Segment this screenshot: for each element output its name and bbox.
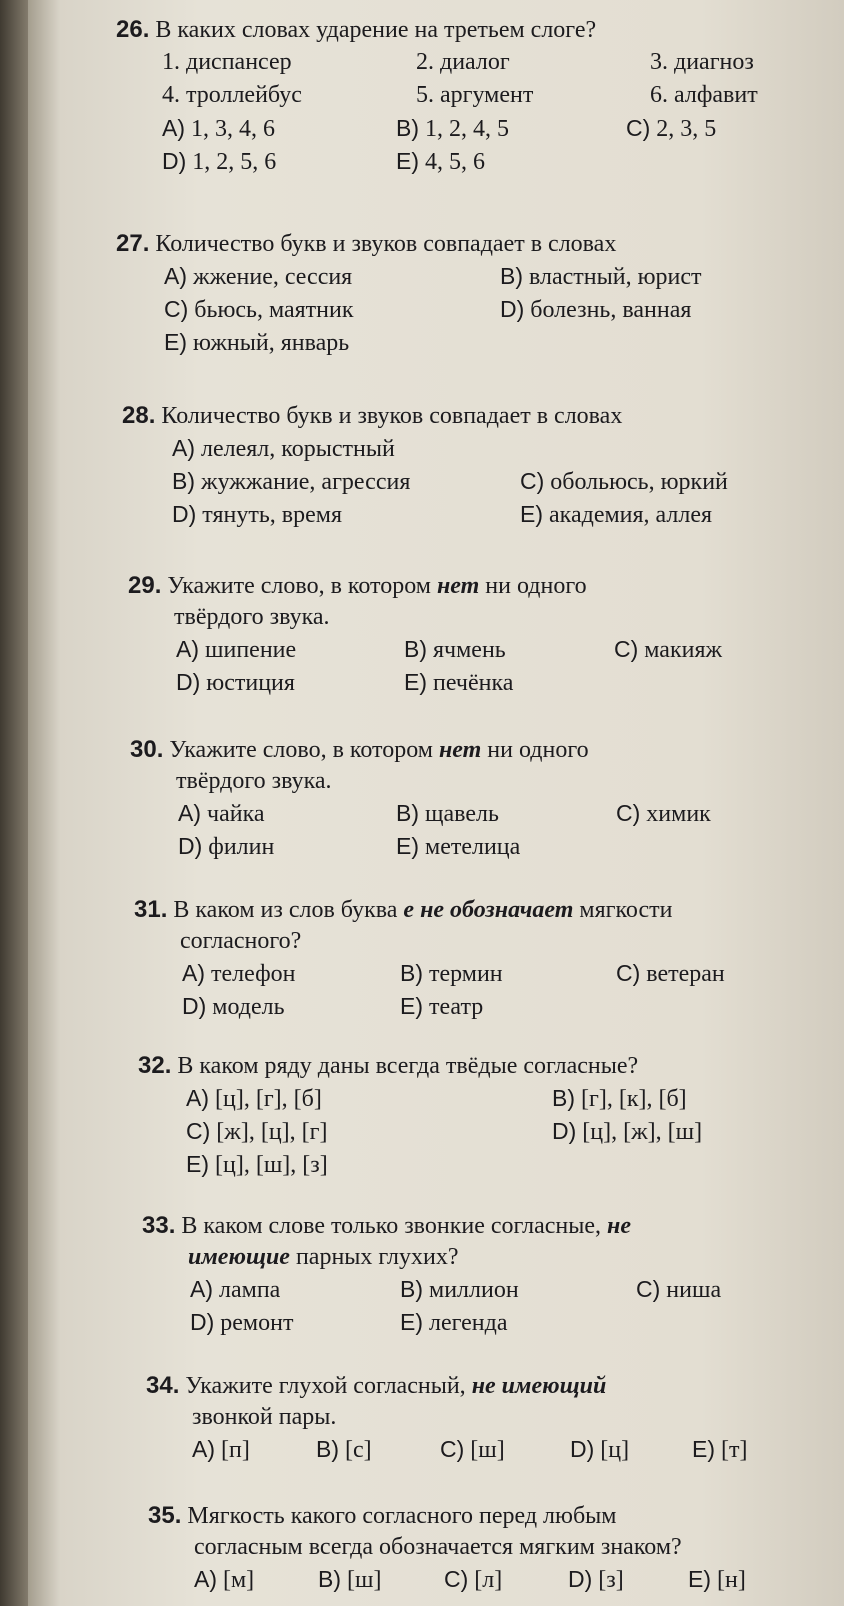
- option-c[interactable]: [444, 1563, 502, 1597]
- option-d[interactable]: [568, 1563, 624, 1597]
- page-binding-shadow: [0, 0, 28, 1606]
- option-text: термин: [429, 961, 503, 987]
- option-letter: C): [614, 636, 639, 662]
- option-letter: D): [162, 148, 187, 174]
- option-text: лампа: [219, 1277, 281, 1303]
- question-number: 28.: [122, 402, 156, 429]
- option-e[interactable]: [164, 326, 349, 360]
- option-text: ремонт: [220, 1310, 294, 1336]
- question-35-text: [148, 1500, 838, 1532]
- option-letter: A): [164, 263, 187, 289]
- question-27-text: [116, 228, 806, 260]
- question-prompt: В каком слове только звонкие согласные,: [181, 1213, 602, 1239]
- option-e[interactable]: [688, 1563, 746, 1597]
- emphasis-text: нет: [438, 737, 482, 763]
- option-letter: A): [178, 800, 201, 826]
- options-row: [128, 666, 808, 699]
- option-d[interactable]: [162, 145, 276, 179]
- option-text: академия, аллея: [549, 502, 713, 528]
- option-a[interactable]: [176, 633, 296, 667]
- question-27: [116, 228, 806, 359]
- option-d[interactable]: [570, 1433, 629, 1467]
- question-prompt: Мягкость какого согласного перед любым: [187, 1503, 617, 1529]
- option-letter: E): [186, 1151, 209, 1177]
- option-letter: B): [396, 115, 419, 141]
- emphasis-letter: е: [403, 897, 415, 923]
- options-row: [138, 1082, 818, 1115]
- options-row: [142, 1306, 822, 1339]
- option-e[interactable]: [400, 990, 483, 1024]
- option-e[interactable]: [396, 830, 520, 864]
- option-b[interactable]: [396, 797, 499, 831]
- option-a[interactable]: [192, 1433, 250, 1467]
- option-letter: C): [520, 468, 545, 494]
- option-c[interactable]: [636, 1273, 721, 1307]
- list-item: 5. аргумент: [416, 82, 534, 108]
- option-text: ячмень: [433, 637, 506, 663]
- emphasis-text: не: [607, 1213, 632, 1239]
- question-prompt-end: ни одного: [485, 573, 587, 599]
- option-text: 1, 3, 4, 6: [191, 116, 275, 142]
- option-b[interactable]: [404, 633, 506, 667]
- option-d[interactable]: [176, 666, 295, 700]
- option-text: филин: [208, 834, 275, 860]
- option-text: модель: [212, 994, 285, 1020]
- option-letter: D): [190, 1309, 215, 1335]
- option-letter: D): [182, 993, 207, 1019]
- question-number: 33.: [142, 1212, 176, 1239]
- question-prompt: Укажите слово, в котором: [169, 737, 433, 763]
- question-34-text: [146, 1370, 826, 1402]
- option-a[interactable]: [178, 797, 265, 831]
- option-b[interactable]: [400, 1273, 519, 1307]
- question-prompt-line2: согласным всегда обозначается мягким знаком?: [194, 1534, 682, 1560]
- emphasis-text: нет: [436, 573, 480, 599]
- options-row: [128, 633, 808, 666]
- option-e[interactable]: [396, 145, 485, 179]
- option-letter: C): [626, 115, 651, 141]
- options-row: [134, 990, 824, 1023]
- question-number: 29.: [128, 572, 162, 599]
- option-text: театр: [429, 994, 484, 1020]
- option-letter: C): [440, 1436, 465, 1462]
- option-letter: B): [552, 1085, 575, 1111]
- options-row: [116, 293, 806, 326]
- question-prompt: В каком ряду даны всегда твёдые согласные?: [177, 1053, 639, 1079]
- option-text: 1, 2, 5, 6: [192, 149, 277, 175]
- option-text: 4, 5, 6: [425, 149, 485, 175]
- question-number: 35.: [148, 1502, 182, 1529]
- option-letter: A): [162, 115, 185, 141]
- option-letter: C): [444, 1566, 469, 1592]
- option-text: [ш]: [347, 1567, 382, 1593]
- option-a[interactable]: [194, 1563, 254, 1597]
- option-letter: A): [172, 435, 195, 461]
- question-prompt: Количество букв и звуков совпадает в словах: [161, 403, 623, 429]
- option-letter: D): [172, 501, 197, 527]
- option-c[interactable]: [520, 465, 728, 499]
- option-text: 1, 2, 4, 5: [425, 116, 509, 142]
- option-b[interactable]: [396, 112, 509, 146]
- options-row: [116, 145, 806, 178]
- option-text: [с]: [345, 1437, 372, 1463]
- option-e[interactable]: [400, 1306, 508, 1340]
- option-c[interactable]: [440, 1433, 505, 1467]
- options-row: [116, 260, 806, 293]
- option-letter: C): [616, 800, 641, 826]
- items-row: [116, 79, 806, 112]
- option-letter: B): [404, 636, 427, 662]
- option-d[interactable]: [172, 498, 342, 532]
- question-prompt: Количество букв и звуков совпадает в словах: [155, 231, 617, 257]
- question-33-text: [142, 1210, 822, 1242]
- option-d[interactable]: [500, 293, 691, 327]
- option-letter: C): [186, 1118, 211, 1144]
- question-29-text: [128, 570, 808, 602]
- question-prompt: Укажите глухой согласный,: [185, 1373, 466, 1399]
- option-text: химик: [646, 801, 711, 827]
- list-item: 1. диспансер: [162, 49, 292, 75]
- option-c[interactable]: [614, 633, 722, 667]
- option-text: [ц], [г], [б]: [215, 1086, 322, 1112]
- items-row: [116, 46, 806, 79]
- option-text: [з]: [598, 1567, 624, 1593]
- emphasis-text: не имеющий: [471, 1373, 607, 1399]
- question-number: 30.: [130, 736, 164, 763]
- question-31-text: [134, 894, 824, 926]
- option-text: щавель: [425, 801, 499, 827]
- option-letter: B): [316, 1436, 339, 1462]
- option-text: тянуть, время: [202, 502, 342, 528]
- option-b[interactable]: [500, 260, 702, 294]
- question-30-text: [130, 734, 810, 766]
- question-30: [130, 734, 810, 863]
- option-e[interactable]: [186, 1148, 328, 1182]
- option-a[interactable]: [186, 1082, 322, 1116]
- option-text: легенда: [429, 1310, 508, 1336]
- question-28: [122, 400, 812, 531]
- options-row: [122, 432, 812, 465]
- option-c[interactable]: [164, 293, 354, 327]
- list-item: 4. троллейбус: [162, 82, 302, 108]
- option-letter: A): [182, 960, 205, 986]
- option-letter: B): [400, 1276, 423, 1302]
- option-c[interactable]: [616, 797, 711, 831]
- option-text: [т]: [721, 1437, 748, 1463]
- option-letter: D): [570, 1436, 595, 1462]
- option-letter: A): [192, 1436, 215, 1462]
- question-number: 27.: [116, 230, 150, 257]
- question-33: [142, 1210, 822, 1339]
- option-c[interactable]: [186, 1115, 328, 1149]
- question-32: [138, 1050, 818, 1181]
- option-letter: B): [396, 800, 419, 826]
- option-text: [ш]: [470, 1437, 505, 1463]
- option-text: бьюсь, маятник: [194, 297, 354, 323]
- option-letter: B): [318, 1566, 341, 1592]
- question-prompt-line2: [142, 1242, 822, 1273]
- option-letter: B): [172, 468, 195, 494]
- option-text: шипение: [205, 637, 297, 663]
- option-letter: A): [186, 1085, 209, 1111]
- option-c[interactable]: [626, 112, 716, 146]
- option-d[interactable]: [182, 990, 285, 1024]
- question-prompt-line2: твёрдого звука.: [176, 768, 332, 794]
- option-letter: E): [164, 329, 187, 355]
- options-row: [122, 498, 812, 531]
- option-letter: E): [688, 1566, 711, 1592]
- emphasis-text: имеющие: [188, 1244, 290, 1270]
- option-letter: E): [404, 669, 427, 695]
- question-32-text: [138, 1050, 818, 1082]
- option-text: обольюсь, юркий: [550, 469, 728, 495]
- option-letter: C): [616, 960, 641, 986]
- question-prompt: Укажите слово, в котором: [167, 573, 431, 599]
- option-text: [г], [к], [б]: [581, 1086, 687, 1112]
- option-text: [ц], [ж], [ш]: [582, 1119, 703, 1145]
- option-letter: B): [400, 960, 423, 986]
- question-prompt-line2: звонкой пары.: [192, 1404, 337, 1430]
- question-prompt-end: мягкости: [579, 897, 673, 923]
- option-text: южный, январь: [193, 330, 350, 356]
- option-letter: A): [176, 636, 199, 662]
- option-letter: D): [568, 1566, 593, 1592]
- option-text: 2, 3, 5: [656, 116, 717, 142]
- options-row: [146, 1433, 826, 1466]
- option-letter: E): [692, 1436, 715, 1462]
- option-letter: D): [552, 1118, 577, 1144]
- option-a[interactable]: [190, 1273, 280, 1307]
- option-text: жжение, сессия: [193, 264, 353, 290]
- options-row: [116, 112, 806, 145]
- option-text: [п]: [221, 1437, 250, 1463]
- option-text: телефон: [211, 961, 296, 987]
- question-34: [146, 1370, 826, 1466]
- options-row: [148, 1563, 838, 1596]
- option-letter: E): [396, 833, 419, 859]
- option-text: болезнь, ванная: [530, 297, 692, 323]
- option-letter: E): [400, 993, 423, 1019]
- option-text: [н]: [717, 1567, 746, 1593]
- option-text: [м]: [223, 1567, 255, 1593]
- option-letter: A): [194, 1566, 217, 1592]
- option-letter: B): [500, 263, 523, 289]
- option-b[interactable]: [172, 465, 410, 499]
- option-c[interactable]: [616, 957, 725, 991]
- option-letter: D): [178, 833, 203, 859]
- option-letter: E): [396, 148, 419, 174]
- option-letter: D): [500, 296, 525, 322]
- question-35: [148, 1500, 838, 1596]
- option-e[interactable]: [404, 666, 513, 700]
- question-prompt: В каких словах ударение на третьем слоге?: [155, 17, 597, 43]
- option-b[interactable]: [318, 1563, 381, 1597]
- option-d[interactable]: [552, 1115, 702, 1149]
- option-text: [ж], [ц], [г]: [216, 1119, 328, 1145]
- options-row: [130, 797, 810, 830]
- options-row: [138, 1148, 818, 1181]
- question-number: 31.: [134, 896, 168, 923]
- option-text: макияж: [644, 637, 723, 663]
- option-text: лелеял, корыстный: [201, 436, 395, 462]
- option-letter: C): [636, 1276, 661, 1302]
- option-b[interactable]: [316, 1433, 372, 1467]
- list-item: 3. диагноз: [650, 49, 754, 75]
- option-d[interactable]: [178, 830, 274, 864]
- option-text: ветеран: [646, 961, 725, 987]
- option-text: властный, юрист: [529, 264, 702, 290]
- option-letter: C): [164, 296, 189, 322]
- options-row: [134, 957, 824, 990]
- question-26-text: [116, 14, 806, 46]
- list-item: 6. алфавит: [650, 82, 758, 108]
- options-row: [130, 830, 810, 863]
- option-b[interactable]: [400, 957, 503, 991]
- option-a[interactable]: [182, 957, 295, 991]
- option-text: ниша: [666, 1277, 722, 1303]
- option-e[interactable]: [520, 498, 712, 532]
- option-letter: E): [400, 1309, 423, 1335]
- option-a[interactable]: [164, 260, 352, 294]
- question-prompt: В каком из слов буква: [173, 897, 398, 923]
- options-row: [142, 1273, 822, 1306]
- question-prompt-line2: твёрдого звука.: [174, 604, 330, 630]
- question-28-text: [122, 400, 812, 432]
- question-prompt-end: ни одного: [487, 737, 589, 763]
- option-letter: A): [190, 1276, 213, 1302]
- question-prompt-end: парных глухих?: [295, 1244, 459, 1270]
- option-e[interactable]: [692, 1433, 747, 1467]
- list-item: 2. диалог: [416, 49, 510, 75]
- question-prompt-line2: согласного?: [180, 928, 302, 954]
- option-text: печёнка: [433, 670, 514, 696]
- option-text: [ц]: [600, 1437, 630, 1463]
- option-a[interactable]: [172, 432, 395, 466]
- question-31: [134, 894, 824, 1023]
- emphasis-text: не обозначает: [420, 897, 574, 923]
- option-text: жужжание, агрессия: [201, 469, 411, 495]
- question-26: [116, 14, 806, 178]
- option-d[interactable]: [190, 1306, 293, 1340]
- question-number: 26.: [116, 16, 150, 43]
- question-29: [128, 570, 808, 699]
- option-letter: D): [176, 669, 201, 695]
- option-text: юстиция: [206, 670, 295, 696]
- question-number: 34.: [146, 1372, 180, 1399]
- question-number: 32.: [138, 1052, 172, 1079]
- option-text: [л]: [474, 1567, 503, 1593]
- option-a[interactable]: [162, 112, 275, 146]
- options-row: [122, 465, 812, 498]
- options-row: [116, 326, 806, 359]
- option-b[interactable]: [552, 1082, 687, 1116]
- option-text: миллион: [429, 1277, 519, 1303]
- option-text: чайка: [207, 801, 265, 827]
- option-text: метелица: [425, 834, 521, 860]
- option-letter: E): [520, 501, 543, 527]
- options-row: [138, 1115, 818, 1148]
- option-text: [ц], [ш], [з]: [215, 1152, 328, 1178]
